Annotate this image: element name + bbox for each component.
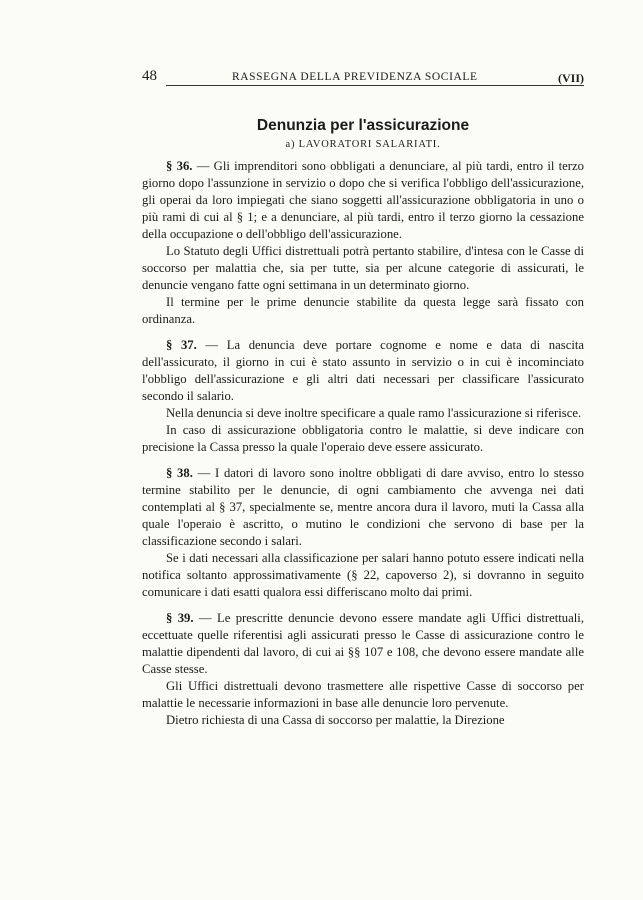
- paragraph-text: — Gli imprenditori sono obbligati a denunciare, al più tardi, entro il terzo giorno dopo l'assunzione in servizio o dopo che si verifica l'obbligo dell'assicurazione, gli operai da loro impiegati che siano soggetti all'assicurazione obbligatoria in uno o più rami di cui al § 1; e a denunciare, al più tardi, entro il terzo giorno la cessazione della occupazione o dell'obbligo dell'assicurazione.: [142, 159, 584, 241]
- paragraph: [142, 712, 584, 729]
- article-number: § 39.: [166, 611, 194, 625]
- paragraph: [142, 405, 584, 422]
- article-number: § 36.: [166, 159, 193, 173]
- paragraph-art-36: [142, 158, 584, 243]
- header-rule: [166, 85, 584, 86]
- article-number: § 38.: [166, 466, 193, 480]
- paragraph: [142, 422, 584, 456]
- paragraph: [142, 550, 584, 601]
- paragraph: [142, 294, 584, 328]
- paragraph-text: — Le prescritte denuncie devono essere mandate agli Uffici distrettuali, eccettuate quelle riferentisi agli assicurati presso le Casse di assicurazione contro le malattie dipendenti dal lavoro, di cui ai §§ 107 e 108, che devono essere mandate alle Casse stesse.: [142, 611, 585, 676]
- paragraph-text: — I datori di lavoro sono inoltre obbligati di dare avviso, entro lo stesso termine stabilito per le denuncie, di ogni cambiamento che avvenga nei dati contemplati al § 37, specialmente se, mentre ancora dura il lavoro, muti la Cassa alla quale l'operaio è ascritto, o mutino le condizioni che servono di base per la classificazione secondo i salari.: [142, 466, 585, 548]
- paragraph-text: Dietro richiesta di una Cassa di soccorso per malattie, la Direzione: [166, 713, 505, 727]
- paragraph-text: Se i dati necessari alla classificazione per salari hanno potuto essere indicati nella notifica soltanto approssimativamente (§ 22, capoverso 2), si dovranno in seguito comunicare i dati esatti qualora essi differiscano molto dai primi.: [142, 551, 584, 599]
- paragraph-text: Nella denuncia si deve inoltre specificare a quale ramo l'assicurazione si riferisce.: [166, 406, 582, 420]
- article-number: § 37.: [166, 338, 197, 352]
- paragraph-text: Gli Uffici distrettuali devono trasmettere alle rispettive Casse di soccorso per malattie le necessarie informazioni in base alle denuncie loro pervenute.: [142, 679, 584, 710]
- body-text: [142, 158, 584, 729]
- paragraph: [142, 678, 584, 712]
- paragraph: [142, 243, 584, 294]
- paragraph-text: In caso di assicurazione obbligatoria contro le malattie, si deve indicare con precisione la Cassa presso la quale l'operaio deve essere assicurato.: [142, 423, 584, 454]
- paragraph-text: — La denuncia deve portare cognome e nome e data di nascita dell'assicurato, il giorno in cui è stato assunto in servizio o in cui è incominciato l'obbligo dell'assicurazione e gli altri dati necessari per classificare l'assicurato secondo il salario.: [142, 338, 585, 403]
- section-title: Denunzia per l'assicurazione: [256, 117, 470, 134]
- running-title: RASSEGNA DELLA PREVIDENZA SOCIALE: [232, 71, 478, 83]
- paragraph-text: Il termine per le prime denuncie stabilite da questa legge sarà fissato con ordinanza.: [142, 295, 584, 326]
- section-subtitle: a) LAVORATORI SALARIATI.: [285, 139, 441, 150]
- page-header: [142, 68, 584, 88]
- paragraph-text: Lo Statuto degli Uffici distrettuali potrà pertanto stabilire, d'intesa con le Casse di soccorso per malattia che, sia per tutte, sia per alcune categorie di assicurati, le denuncie vengano fatte ogni settimana in un determinato giorno.: [142, 244, 584, 292]
- paragraph-art-37: [142, 337, 584, 405]
- paragraph-art-38: [142, 465, 584, 550]
- paragraph-art-39: [142, 610, 584, 678]
- section-number: (VII): [558, 71, 584, 85]
- page-number: 48: [142, 68, 157, 84]
